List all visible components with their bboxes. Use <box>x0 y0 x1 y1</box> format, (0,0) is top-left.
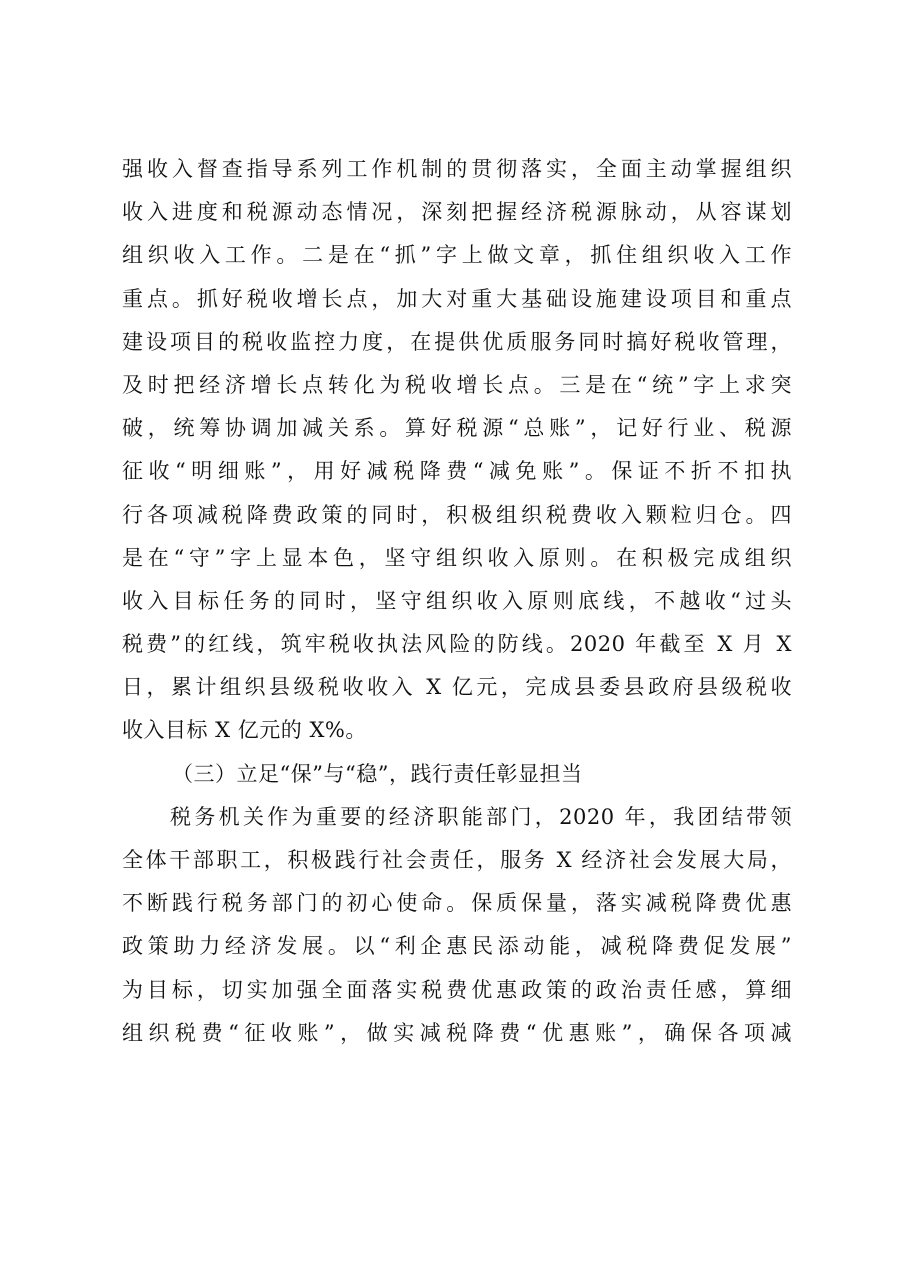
text-line: 重点。抓好税收增长点，加大对重大基础设施建设项目和重点 <box>122 286 792 311</box>
text-line: 日，累计组织县级税收收入 X 亿元，完成县委县政府县级税收 <box>122 675 792 700</box>
text-line: 税费”的红线，筑牢税收执法风险的防线。2020 年截至 X 月 X <box>122 632 792 657</box>
text-line: 行各项减税降费政策的同时，积极组织税费收入颗粒归仓。四 <box>122 502 792 527</box>
section-heading: （三）立足“保”与“稳”，践行责任彰显担当 <box>172 761 583 786</box>
text-line: 征收“明细账”，用好减税降费“减免账”。保证不折不扣执 <box>122 459 792 484</box>
text-line: 组织税费“征收账”，做实减税降费“优惠账”，确保各项减 <box>122 1020 792 1045</box>
text-line: 收入目标 X 亿元的 X%。 <box>122 718 367 743</box>
text-line: 破，统筹协调加减关系。算好税源“总账”，记好行业、税源 <box>122 416 792 441</box>
text-line: 收入目标任务的同时，坚守组织收入原则底线，不越收“过头 <box>122 588 792 613</box>
body-text <box>122 148 792 1055</box>
text-line: 全体干部职工，积极践行社会责任，服务 X 经济社会发展大局， <box>122 848 792 872</box>
text-line: 收入进度和税源动态情况，深刻把握经济税源脉动，从容谋划 <box>122 200 792 225</box>
text-line: 不断践行税务部门的初心使命。保质保量，落实减税降费优惠 <box>122 891 792 916</box>
text-line: 为目标，切实加强全面落实税费优惠政策的政治责任感，算细 <box>122 977 792 1002</box>
text-line: 政策助力经济发展。以“利企惠民添动能，减税降费促发展” <box>122 934 792 959</box>
text-line: 强收入督查指导系列工作机制的贯彻落实，全面主动掌握组织 <box>122 157 792 181</box>
text-line: 及时把经济增长点转化为税收增长点。三是在“统”字上求突 <box>122 372 792 397</box>
paragraph-first-line: 税务机关作为重要的经济职能部门，2020 年，我团结带领 <box>170 804 792 829</box>
text-line: 是在“守”字上显本色，坚守组织收入原则。在积极完成组织 <box>122 545 792 570</box>
text-line: 组织收入工作。二是在“抓”字上做文章，抓住组织收入工作 <box>122 243 792 268</box>
text-line: 建设项目的税收监控力度，在提供优质服务同时搞好税收管理， <box>122 329 792 354</box>
